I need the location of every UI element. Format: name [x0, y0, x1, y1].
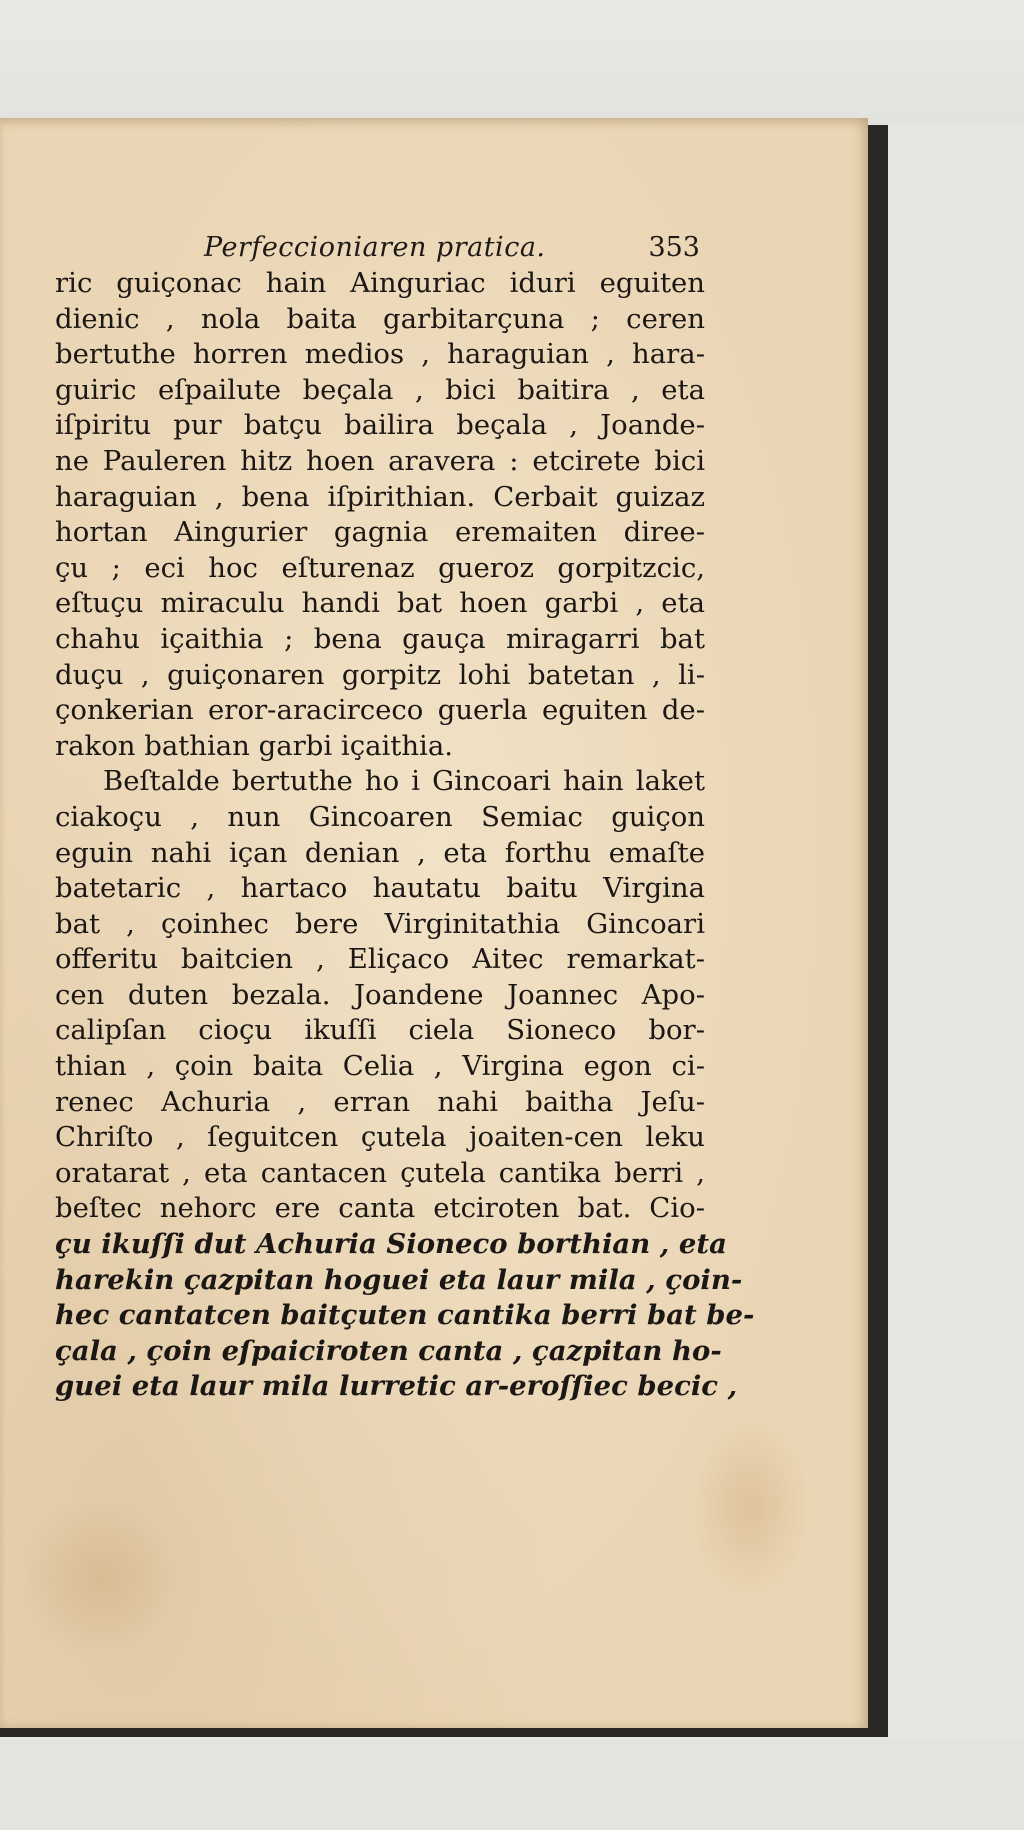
text-line: beſtec nehorc ere canta etciroten bat. Cio- — [55, 1192, 705, 1225]
scan-background-bottom — [0, 1740, 1024, 1830]
scan-background-top — [0, 0, 1024, 125]
text-line: Chriſto , ſeguitcen çutela joaiten-cen leku — [55, 1121, 705, 1154]
text-line: harekin çazpitan hoguei eta laur mila , çoin- — [55, 1263, 743, 1296]
text-line: eſtuçu miraculu handi bat hoen garbi , eta — [55, 587, 705, 620]
text-line: ciakoçu , nun Gincoaren Semiac guiçon — [55, 800, 705, 833]
text-line: iſpiritu pur batçu bailira beçala , Joande- — [55, 409, 705, 442]
text-line: cen duten bezala. Joandene Joannec Apo- — [55, 978, 705, 1011]
text-line: dienic , nola baita garbitarçuna ; ceren — [55, 302, 705, 335]
text-line: çala , çoin eſpaiciroten canta , çazpitan ho- — [55, 1334, 722, 1367]
text-line: offeritu baitcien , Eliçaco Aitec remarkat- — [55, 943, 705, 976]
text-line: ric guiçonac hain Ainguriac iduri eguiten — [55, 267, 705, 299]
text-line: calipſan cioçu ikuſſi ciela Sioneco bor- — [55, 1014, 705, 1047]
text-line: chahu içaithia ; bena gauça miragarri bat — [55, 622, 705, 655]
text-line: oratarat , eta cantacen çutela cantika berri , — [55, 1156, 705, 1189]
text-line: çonkerian eror-aracirceco guerla eguiten de- — [55, 694, 705, 727]
text-line: haraguian , bena iſpirithian. Cerbait guizaz — [55, 480, 705, 513]
text-line: bertuthe horren medios , haraguian , hara- — [55, 338, 705, 371]
text-line: hortan Aingurier gagnia eremaiten diree- — [55, 516, 705, 549]
text-line: guei eta laur mila lurretic ar-eroſſiec becic , — [55, 1370, 738, 1403]
text-line: hec cantatcen baitçuten cantika berri bat be- — [55, 1299, 755, 1332]
text-line: bat , çoinhec bere Virginitathia Gincoari — [55, 907, 705, 940]
text-line: rakon bathian garbi içaithia. — [55, 729, 453, 762]
text-line: guiric eſpailute beçala , bici baitira , eta — [55, 373, 705, 406]
text-line: ne Pauleren hitz hoen aravera : etcirete bici — [55, 444, 705, 477]
text-line: duçu , guiçonaren gorpitz lohi batetan , li- — [55, 658, 705, 691]
text-line: thian , çoin baita Celia , Virgina egon ci- — [55, 1050, 705, 1083]
text-line: Beſtalde bertuthe ho i Gincoari hain laket — [103, 765, 705, 798]
page-number: 353 — [648, 232, 700, 263]
body-text — [55, 266, 755, 1405]
paper-stain — [690, 1418, 810, 1598]
text-line: çu ikuſſi dut Achuria Sioneco borthian , eta — [55, 1228, 727, 1261]
text-line: çu ; eci hoc eſturenaz gueroz gorpitzcic, — [55, 551, 705, 584]
text-line: eguin nahi içan denian , eta forthu emaſte — [55, 836, 705, 869]
running-head-title: Perfeccioniaren pratica. — [204, 232, 546, 263]
text-line: batetaric , hartaco hautatu baitu Virgina — [55, 872, 705, 905]
paper-stain — [20, 1498, 180, 1658]
text-line: renec Achuria , erran nahi baitha Jeſu- — [55, 1085, 705, 1118]
